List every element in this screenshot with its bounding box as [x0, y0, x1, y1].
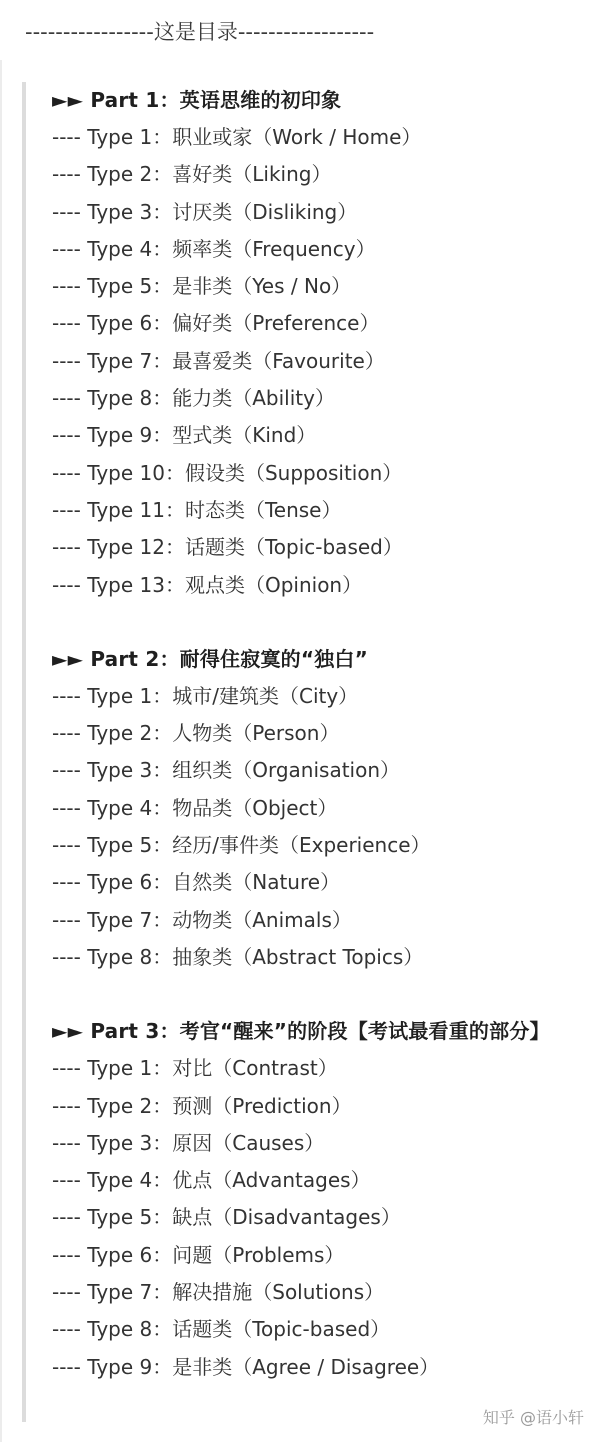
part-1-type-6: ---- Type 6：偏好类（Preference）	[52, 311, 380, 336]
part-2-type-4: ---- Type 4：物品类（Object）	[52, 795, 338, 820]
part-3-type-6: ---- Type 6：问题（Problems）	[52, 1242, 345, 1267]
part-3-type-1: ---- Type 1：对比（Contrast）	[52, 1056, 338, 1081]
zhihu-watermark: 知乎 @语小轩	[482, 1408, 584, 1427]
part-1-type-11: ---- Type 11：时态类（Tense）	[52, 497, 342, 522]
toc-heading: -----------------这是目录------------------	[25, 20, 375, 44]
part-2-type-6: ---- Type 6：自然类（Nature）	[52, 870, 341, 895]
part-3-type-9: ---- Type 9：是非类（Agree / Disagree）	[52, 1354, 440, 1379]
table-of-contents	[52, 82, 582, 1386]
part-2-type-8: ---- Type 8：抽象类（Abstract Topics）	[52, 944, 424, 969]
part-2-type-7: ---- Type 7：动物类（Animals）	[52, 907, 352, 932]
part-3-type-2: ---- Type 2：预测（Prediction）	[52, 1093, 352, 1118]
part-2-type-3: ---- Type 3：组织类（Organisation）	[52, 758, 401, 783]
part-3-title: ►► Part 3：考官“醒来”的阶段【考试最看重的部分】	[52, 1019, 550, 1044]
part-1-type-10: ---- Type 10：假设类（Supposition）	[52, 460, 403, 485]
blockquote-bar	[22, 82, 26, 1422]
part-2-section	[52, 641, 582, 976]
part-1-type-4: ---- Type 4：频率类（Frequency）	[52, 236, 376, 261]
part-3-type-4: ---- Type 4：优点（Advantages）	[52, 1168, 371, 1193]
part-3-type-3: ---- Type 3：原因（Causes）	[52, 1130, 325, 1155]
part-2-type-1: ---- Type 1：城市/建筑类（City）	[52, 683, 359, 708]
part-1-type-13: ---- Type 13：观点类（Opinion）	[52, 572, 363, 597]
part-1-type-3: ---- Type 3：讨厌类（Disliking）	[52, 199, 358, 224]
part-3-type-5: ---- Type 5：缺点（Disadvantages）	[52, 1205, 401, 1230]
page-left-edge	[0, 60, 2, 1442]
part-1-type-7: ---- Type 7：最喜爱类（Favourite）	[52, 348, 385, 373]
part-2-type-2: ---- Type 2：人物类（Person）	[52, 721, 340, 746]
part-1-section	[52, 82, 582, 604]
part-1-type-1: ---- Type 1：职业或家（Work / Home）	[52, 125, 422, 149]
part-1-type-9: ---- Type 9：型式类（Kind）	[52, 423, 317, 448]
part-1-type-8: ---- Type 8：能力类（Ability）	[52, 386, 335, 411]
part-1-title: ►► Part 1：英语思维的初印象	[52, 88, 342, 112]
part-1-type-2: ---- Type 2：喜好类（Liking）	[52, 162, 332, 187]
part-3-type-7: ---- Type 7：解决措施（Solutions）	[52, 1280, 385, 1305]
part-1-type-12: ---- Type 12：话题类（Topic-based）	[52, 535, 403, 560]
part-2-title: ►► Part 2：耐得住寂寞的“独白”	[52, 646, 368, 671]
part-3-type-8: ---- Type 8：话题类（Topic-based）	[52, 1317, 391, 1342]
part-2-type-5: ---- Type 5：经历/事件类（Experience）	[52, 833, 431, 858]
part-1-type-5: ---- Type 5：是非类（Yes / No）	[52, 274, 352, 299]
part-3-section	[52, 1013, 582, 1386]
